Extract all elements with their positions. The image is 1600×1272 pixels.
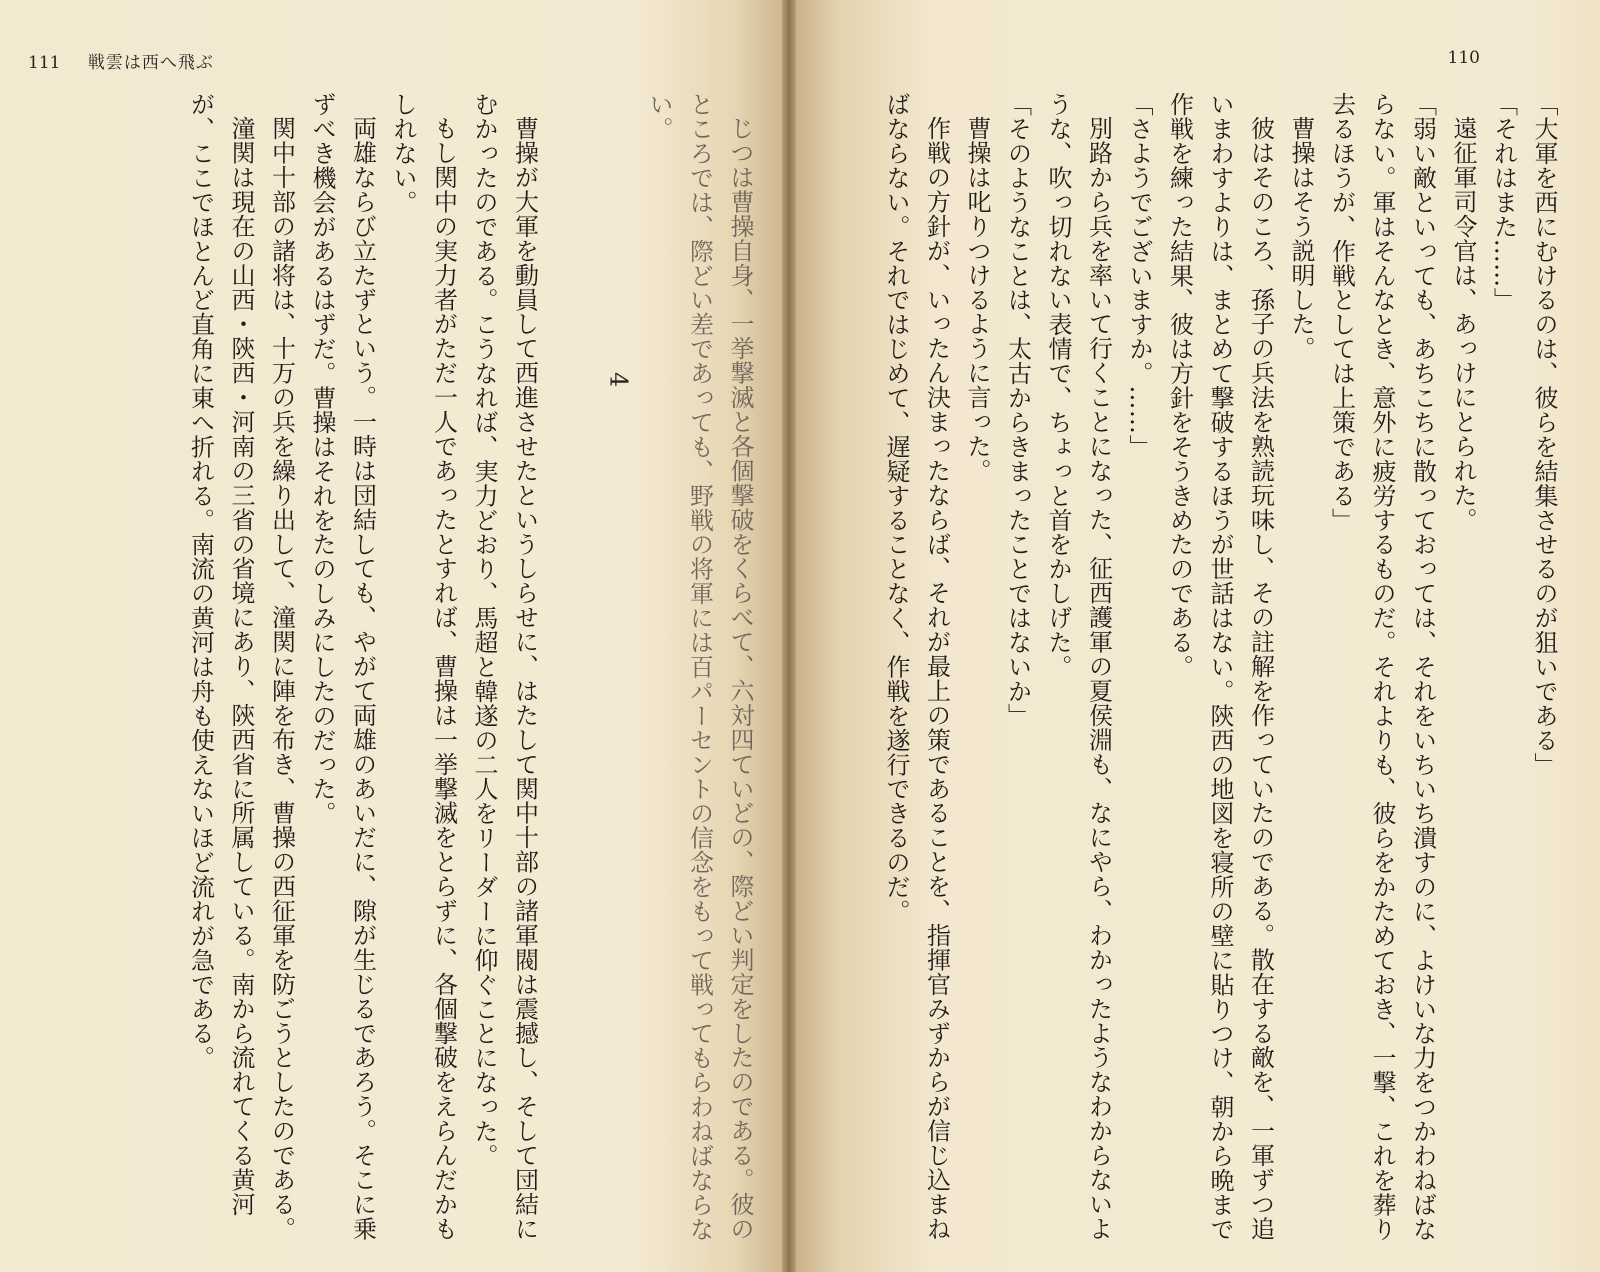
paragraph: じつは曹操自身、一挙撃滅と各個撃破をくらべて、六対四ていどの、際どい判定をしたのである。彼のところでは、際どい差であっても、野戦の将軍には百パーセントの信念をもって戦ってもらわねばならない。 <box>645 92 754 1242</box>
paragraph: 「そのようなことは、太古からきまったことではないか」 <box>1003 92 1032 728</box>
paragraph: 潼関は現在の山西・陝西・河南の三省の省境にあり、陝西省に所属している。南から流れてくる黄河が、ここでほとんど直角に東へ折れる。南流の黄河は舟も使えないほど流れが急である。 <box>186 92 255 1217</box>
paragraph: もし関中の実力者がただ一人であったとすれば、曹操は一挙撃滅をとらずに、各個撃破をえらんだかもしれない。 <box>389 92 458 1241</box>
book-gutter <box>782 0 796 1272</box>
right-page <box>790 0 1600 1272</box>
paragraph: 曹操はそう説明した。 <box>1287 116 1315 361</box>
right-text-block <box>804 92 1564 1252</box>
paragraph: 別路から兵を率いて行くことになった、征西護軍の夏侯淵も、なにやら、わかったようなわからないような、吹っ切れない表情で、ちょっと首をかしげた。 <box>1044 92 1113 1241</box>
paragraph: 曹操は叱りつけるように言った。 <box>963 116 991 483</box>
paragraph: 「弱い敵といっても、あちこちに散っておっては、それをいちいち潰すのに、よけいな力をつかわねばならない。軍はそんなとき、意外に疲労するものだ。それよりも、彼らをかためておき、一撃、これを葬り去るほうが、作戦としては上策である」 <box>1327 92 1437 1242</box>
paragraph: 「大軍を西にむけるのは、彼らを結集させるのが狙いである」 <box>1530 92 1558 777</box>
paragraph: 曹操が大軍を動員して西進させたというしらせに、はたして関中十部の諸軍閥は震撼し、そして団結にむかったのである。こうなれば、実力どおり、馬超と韓遂の二人をリーダーに仰ぐことになった。 <box>470 92 539 1241</box>
running-title: 戦雲は西へ飛ぶ <box>87 53 214 73</box>
paragraph: 「それはまた……」 <box>1489 92 1518 313</box>
right-running-head <box>1448 48 1480 68</box>
paragraph: 両雄ならび立たずという。一時は団結しても、やがて両雄のあいだに、隙が生じるであろう。そこに乗ずべき機会があるはずだ。曹操はそれをたのしみにしたのだった。 <box>308 92 377 1241</box>
paragraph: 作戦の方針が、いったん決まったならば、それが最上の策であることを、指揮官みずからが信じ込まねばならない。それではじめて、遅疑することなく、作戦を遂行できるのだ。 <box>882 92 951 1241</box>
paragraph: 関中十部の諸将は、十万の兵を繰り出して、潼関に陣を布き、曹操の西征軍を防ごうとしたのである。 <box>267 116 296 1241</box>
paragraph: 彼はそのころ、孫子の兵法を熟読玩味し、その註解を作っていたのである。散在する敵を、一軍ずつ追いまわすよりは、まとめて撃破するほうが世話はない。陝西の地図を寝所の壁に貼りつけ、朝から晩まで作戦を練った結果、彼は方針をそうきめたのである。 <box>1165 92 1275 1242</box>
right-page-number: 110 <box>1447 48 1480 68</box>
left-page <box>0 0 790 1272</box>
left-running-head <box>28 48 214 73</box>
paragraph: 「さようでございますか。……」 <box>1125 92 1153 459</box>
left-page-number: 111 <box>28 53 61 73</box>
paragraph: 遠征軍司令官は、あっけにとられた。 <box>1449 116 1477 532</box>
section-number: 4 <box>604 372 633 388</box>
left-text-block <box>24 92 760 1252</box>
